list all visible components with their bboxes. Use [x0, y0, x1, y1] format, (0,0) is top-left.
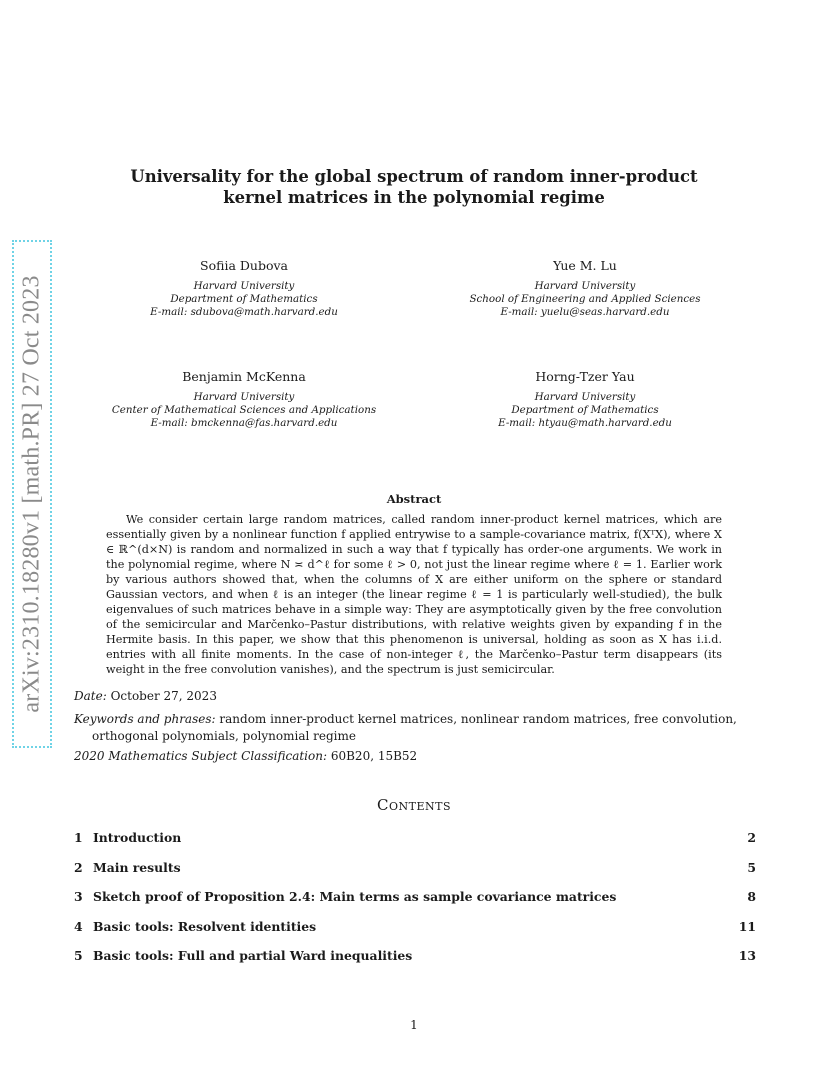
toc-item[interactable]	[74, 919, 756, 949]
author-name: Yue M. Lu	[553, 258, 617, 273]
toc-item[interactable]	[74, 948, 756, 978]
author-department: School of Engineering and Applied Sciences	[469, 293, 701, 305]
toc-number: 5	[74, 948, 83, 963]
toc-title: Main results	[93, 859, 181, 875]
date-value: October 27, 2023	[110, 689, 217, 703]
date-line	[74, 688, 756, 705]
author-department: Department of Mathematics	[170, 293, 318, 305]
msc-line	[74, 748, 756, 765]
author-name: Horng-Tzer Yau	[535, 369, 635, 384]
author-email[interactable]: E-mail: yuelu@seas.harvard.edu	[500, 306, 670, 318]
author-block	[440, 258, 730, 319]
toc-title: Basic tools: Resolvent identities	[93, 918, 317, 934]
title-line-1: Universality for the global spectrum of random inner-product	[130, 167, 698, 186]
arxiv-identifier[interactable]: arXiv:2310.18280v1 [math.PR] 27 Oct 2023	[18, 275, 45, 713]
toc-item[interactable]	[74, 889, 756, 919]
table-of-contents	[74, 830, 756, 978]
contents-heading: Contents	[377, 796, 451, 814]
author-block	[114, 258, 374, 319]
toc-number: 2	[74, 859, 83, 875]
date-label: Date:	[74, 689, 107, 703]
toc-title: Basic tools: Full and partial Ward inequalities	[93, 948, 413, 963]
toc-page: 8	[747, 889, 756, 904]
toc-page: 2	[747, 830, 756, 845]
title-line-2: kernel matrices in the polynomial regime	[223, 188, 605, 207]
msc-value: 60B20, 15B52	[330, 749, 418, 763]
abstract-text: We consider certain large random matrices, called random inner-product kernel matrices, which are essentially given by a nonlinear function f applied entrywise to a sample-covariance matrix, f(XᵀX), where X ∈ ℝ^(d×N) is random and normalized in such a way that f typically has order-one arguments. We work in the polynomial regime, where N ≍ d^ℓ for some ℓ > 0, not just the linear regime where ℓ = 1. Earlier work by various authors showed that, when the columns of X are either uniform on the sphere or standard Gaussian vectors, and when ℓ is an integer (the linear regime ℓ = 1 is particularly well-studied), the bulk eigenvalues of such matrices behave in a simple way: They are asymptotically given by the free convolution of the semicircular and Marčenko–Pastur distributions, with relative weights given by expanding f in the Hermite basis. In this paper, we show that this phenomenon is universal, holding as soon as X has i.i.d. entries with all finite moments. In the case of non-integer ℓ, the Marčenko–Pastur term disappears (its weight in the free convolution vanishes), and the spectrum is just semicircular.	[106, 513, 722, 676]
page-number: 1	[410, 1018, 418, 1032]
toc-page: 5	[747, 859, 756, 875]
author-name: Sofiia Dubova	[200, 258, 288, 273]
author-department: Department of Mathematics	[511, 404, 659, 416]
toc-item[interactable]	[74, 860, 756, 890]
author-block	[450, 369, 720, 430]
toc-number: 1	[74, 830, 83, 845]
abstract-heading: Abstract	[386, 492, 442, 506]
author-affiliation: Harvard University	[534, 391, 636, 403]
toc-number: 4	[74, 918, 83, 934]
paper-title	[0, 166, 828, 208]
author-affiliation: Harvard University	[193, 391, 295, 403]
toc-title: Sketch proof of Proposition 2.4: Main terms as sample covariance matrices	[93, 889, 617, 904]
msc-label: 2020 Mathematics Subject Classification:	[74, 749, 328, 763]
author-affiliation: Harvard University	[193, 280, 295, 292]
keywords-label: Keywords and phrases:	[74, 712, 216, 726]
author-email[interactable]: E-mail: bmckenna@fas.harvard.edu	[150, 417, 338, 429]
toc-item[interactable]	[74, 830, 756, 860]
author-email[interactable]: E-mail: sdubova@math.harvard.edu	[150, 306, 338, 318]
author-name: Benjamin McKenna	[182, 369, 306, 384]
author-affiliation: Harvard University	[534, 280, 636, 292]
toc-title: Introduction	[93, 830, 182, 845]
toc-page: 11	[738, 918, 756, 934]
toc-page: 13	[738, 948, 756, 963]
author-block	[104, 369, 384, 430]
author-department: Center of Mathematical Sciences and Applications	[111, 404, 377, 416]
author-email[interactable]: E-mail: htyau@math.harvard.edu	[498, 417, 672, 429]
keywords-line	[74, 711, 774, 745]
toc-number: 3	[74, 889, 83, 904]
keywords-value: random inner-product kernel matrices, nonlinear random matrices, free convolution, orthogonal polynomials, polynomial regime	[92, 712, 737, 743]
